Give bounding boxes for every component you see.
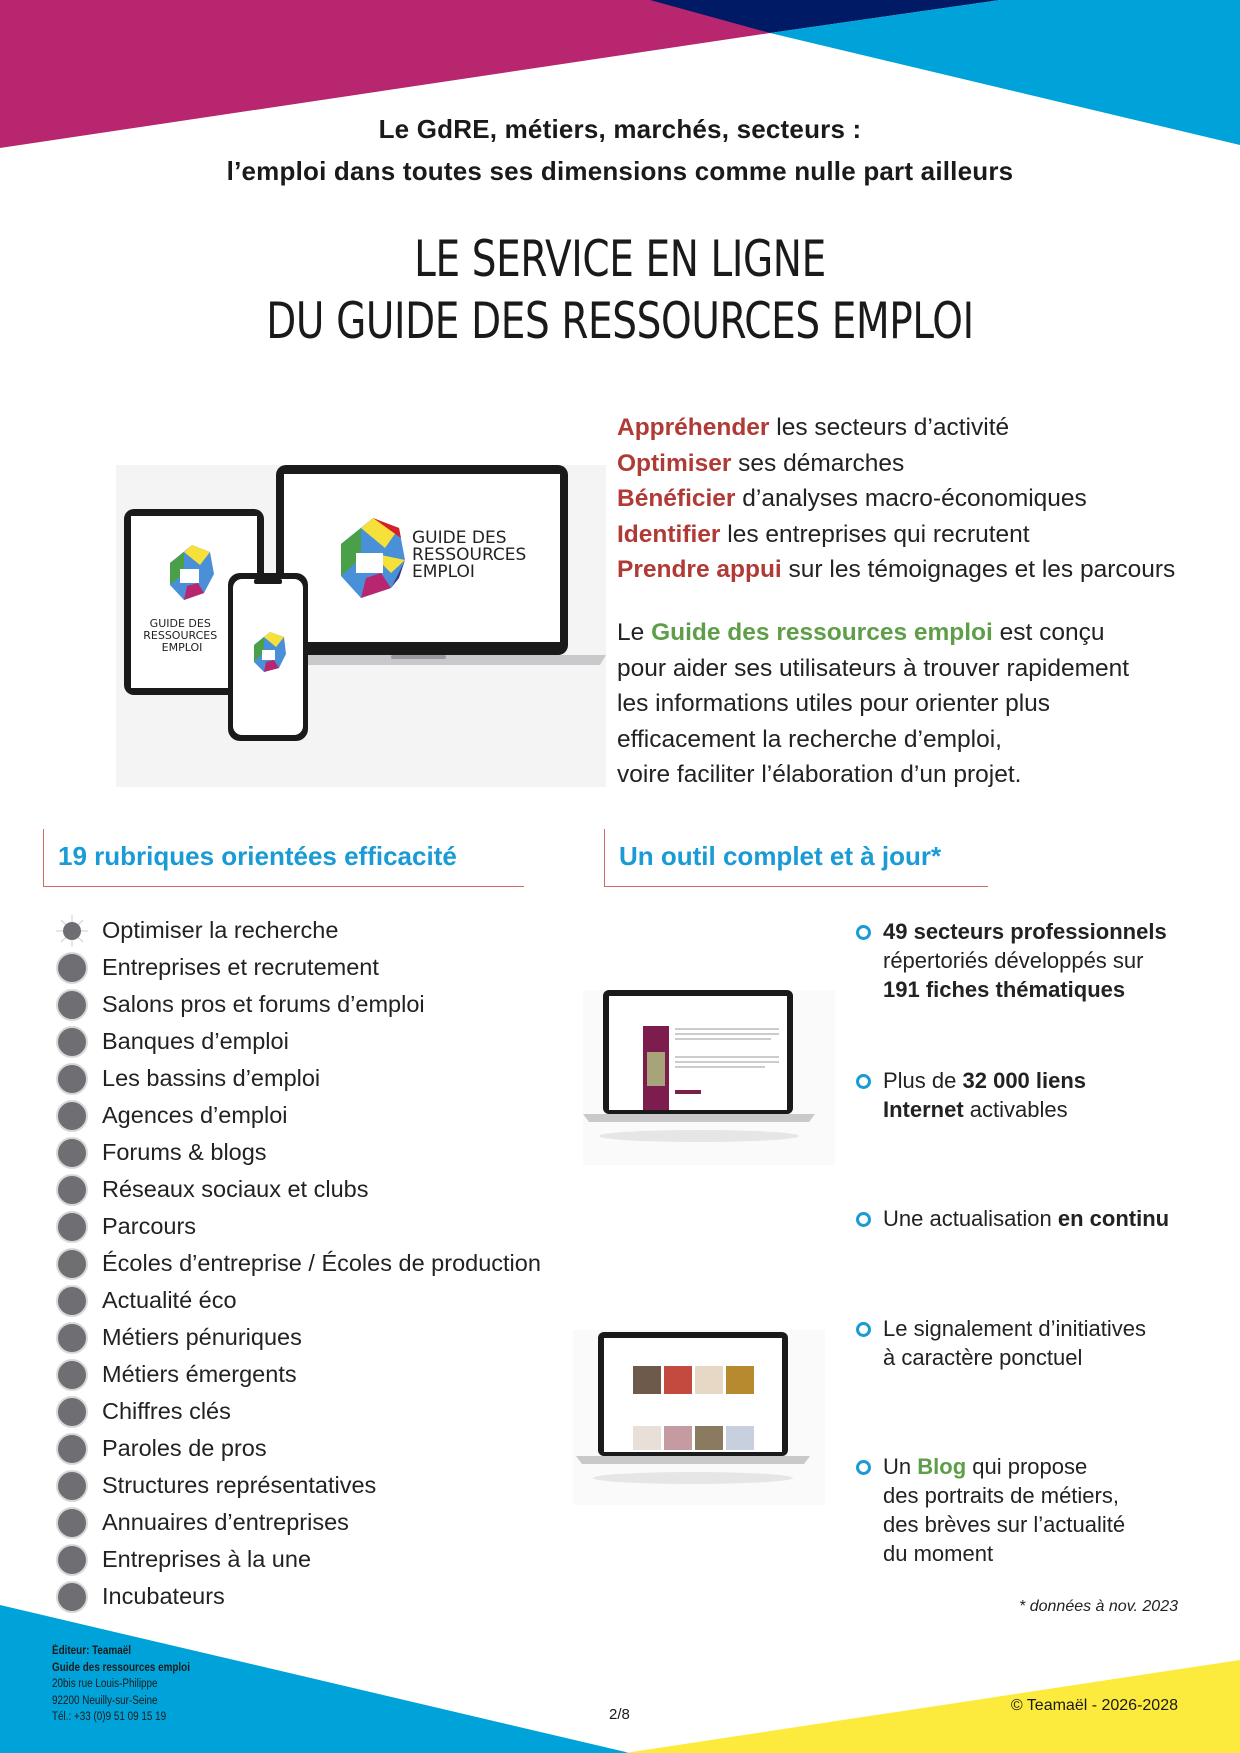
rubrique-item: Banques d’emploi <box>56 1023 541 1060</box>
rubrique-item: Optimiser la recherche <box>56 912 541 949</box>
benefits-list <box>617 410 1175 588</box>
rubrique-item: Chiffres clés <box>56 1393 541 1430</box>
rubrique-item: Parcours <box>56 1208 541 1245</box>
benefit-item: Prendre appui sur les témoignages et les parcours <box>617 556 1176 583</box>
people-icon <box>56 952 88 984</box>
rubrique-item: Entreprises et recrutement <box>56 949 541 986</box>
svg-text:GUIDE DES RESSOURCES: GUIDE DES RESSOURCES EMPLOI <box>143 617 218 654</box>
feature-item: Le signalement d’initiatives à caractère ponctuel <box>856 1314 1146 1372</box>
rubriques-heading: 19 rubriques orientées efficacité <box>43 829 524 887</box>
benefit-item: Optimiser ses démarches <box>617 449 905 477</box>
rubrique-item: Entreprises à la une <box>56 1541 541 1578</box>
footnote: * données à nov. 2023 <box>1019 1598 1178 1615</box>
outil-heading: Un outil complet et à jour* <box>604 829 988 887</box>
pie-chart-icon <box>56 1396 88 1428</box>
agency-icon <box>56 1100 88 1132</box>
monitor-icon <box>56 1026 88 1058</box>
jar-icon <box>56 1581 88 1613</box>
bullet-ring-icon <box>856 925 871 940</box>
trend-chart-icon <box>56 1285 88 1317</box>
rubrique-item: Agences d’emploi <box>56 1097 541 1134</box>
bullet-ring-icon <box>856 1074 871 1089</box>
school-icon <box>56 1248 88 1280</box>
benefit-item: Bénéficier d’analyses macro-économiques <box>617 485 1087 512</box>
rubrique-item: Actualité éco <box>56 1282 541 1319</box>
copyright: © Teamaël - 2026-2028 <box>1010 1697 1178 1714</box>
website-screenshot-blog <box>573 1330 825 1505</box>
tagline <box>0 108 1240 192</box>
page-number: 2/8 <box>609 1706 630 1723</box>
feature-item: 49 secteurs professionnels répertoriés développés sur 191 fiches thématiques <box>856 917 1167 1004</box>
rubrique-item: Métiers émergents <box>56 1356 541 1393</box>
feature-item: Plus de 32 000 liens Internet activables <box>856 1066 1086 1124</box>
rubrique-item: Incubateurs <box>56 1578 541 1615</box>
editor-info: Éditeur: Teamaël Guide des ressources emploi 20bis rue Louis-Philippe 92200 Neuilly-sur-Seine Tél.: +33 (0)9 51 09 15 19 <box>52 1645 190 1723</box>
feature-item: Une actualisation en continu <box>856 1204 1169 1233</box>
devices-illustration <box>116 465 606 787</box>
website-screenshot-home <box>583 990 835 1165</box>
rubrique-item: Réseaux sociaux et clubs <box>56 1171 541 1208</box>
rubrique-item: Paroles de pros <box>56 1430 541 1467</box>
cart-icon <box>56 1359 88 1391</box>
rubrique-item: Salons pros et forums d’emploi <box>56 986 541 1023</box>
spotlight-icon <box>56 1544 88 1576</box>
title-line-1: LE SERVICE EN LIGNE <box>414 230 826 288</box>
tagline-line-2: l’emploi dans toutes ses dimensions comme nulle part ailleurs <box>226 156 1014 186</box>
brand-name: Guide des ressources emploi <box>651 619 993 646</box>
svg-text:GUIDE DES RESSOURCES: GUIDE DES RESSOURCES EMPLOI <box>412 528 527 582</box>
rubrique-item: Écoles d’entreprise / Écoles de production <box>56 1245 541 1282</box>
title-line-2: DU GUIDE DES RESSOURCES EMPLOI <box>266 292 974 350</box>
directory-icon <box>56 1507 88 1539</box>
bullet-ring-icon <box>856 1212 871 1227</box>
rubrique-item: Les bassins d’emploi <box>56 1060 541 1097</box>
compass-icon <box>56 1063 88 1095</box>
rubrique-item: Annuaires d’entreprises <box>56 1504 541 1541</box>
feature-item: Un Blog qui propose des portraits de métiers, des brèves sur l’actualité du moment <box>856 1452 1125 1568</box>
bullet-ring-icon <box>856 1322 871 1337</box>
tent-icon <box>56 989 88 1021</box>
speaker-icon <box>56 1433 88 1465</box>
description-paragraph: Le Guide des ressources emploi est conçu pour aider ses utilisateurs à trouver rapidement les informations utiles pour orienter plus efficacement la recherche d’emploi, voire faciliter l’élaboration d’un projet. <box>617 619 1130 788</box>
dandelion-icon <box>56 1211 88 1243</box>
fork-road-icon <box>56 1322 88 1354</box>
bullet-ring-icon <box>856 1460 871 1475</box>
page-title <box>136 228 1103 352</box>
sun-icon <box>56 915 88 947</box>
rubrique-item: Forums & blogs <box>56 1134 541 1171</box>
rubrique-item: Métiers pénuriques <box>56 1319 541 1356</box>
benefit-item: Identifier les entreprises qui recrutent <box>617 520 1030 548</box>
rubriques-list <box>56 912 541 1615</box>
network-icon <box>56 1174 88 1206</box>
benefit-item: Appréhender les secteurs d’activité <box>617 414 1010 441</box>
rubrique-item: Structures représentatives <box>56 1467 541 1504</box>
chat-bubbles-icon <box>56 1137 88 1169</box>
building-icon <box>56 1470 88 1502</box>
tagline-line-1: Le GdRE, métiers, marchés, secteurs : <box>378 114 862 144</box>
